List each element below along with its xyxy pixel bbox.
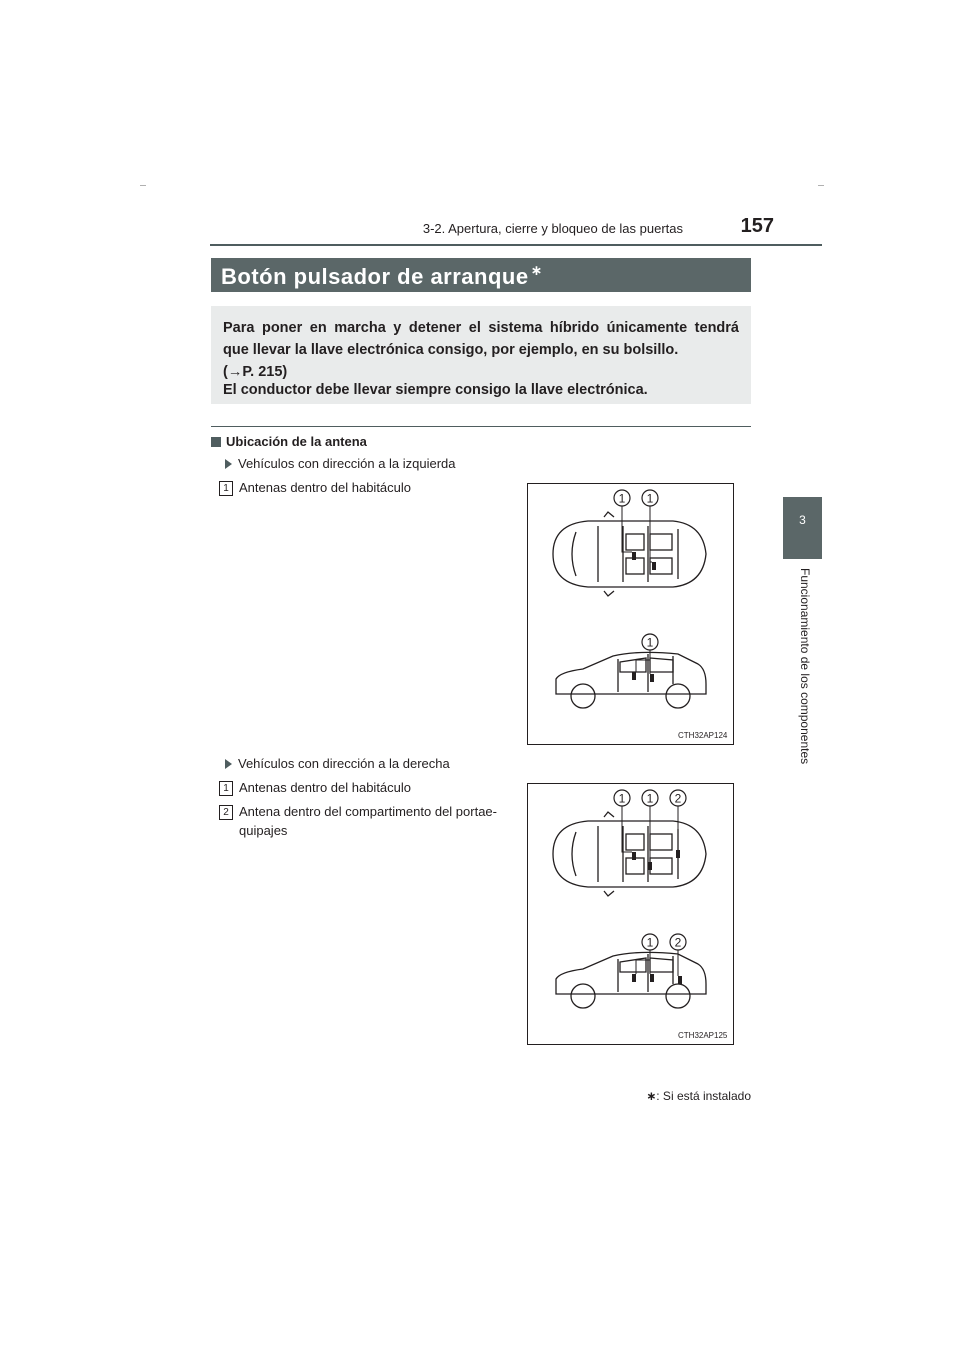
car-top-view (553, 512, 706, 596)
callout-circle (670, 934, 686, 950)
rhd-item-text-continued: quipajes (239, 823, 288, 838)
antenna-marker (632, 974, 636, 982)
footnote (600, 1089, 751, 1103)
callout-number: 1 (618, 491, 626, 506)
lhd-car-diagram (528, 484, 733, 744)
callout-circle (642, 934, 658, 950)
triangle-bullet-icon (225, 759, 232, 769)
callout-number: 1 (219, 781, 233, 796)
chapter-tab (783, 497, 822, 559)
callout-circle (642, 490, 658, 506)
section-title-text: Botón pulsador de arranque (221, 264, 529, 289)
car-side-view (556, 652, 706, 708)
callout-number: 2 (674, 935, 682, 950)
car-side-view (556, 952, 706, 1008)
callout-number: 2 (219, 805, 233, 820)
antenna-marker (650, 974, 654, 982)
header-rule (210, 244, 822, 246)
intro-line-1: Para poner en marcha y detener el sistema híbrido únicamente tendrá (223, 320, 739, 336)
antenna-marker (632, 552, 636, 560)
intro-box (211, 306, 751, 404)
lhd-label-text: Vehículos con dirección a la izquierda (238, 456, 456, 471)
lhd-antenna-figure (527, 483, 734, 745)
callout-circle (642, 634, 658, 650)
section-separator (211, 426, 751, 427)
antenna-heading (211, 434, 367, 449)
rhd-label (225, 756, 450, 771)
figure-code: CTH32AP124 (678, 731, 728, 740)
callout-number: 1 (219, 481, 233, 496)
figure-code: CTH32AP125 (678, 1031, 728, 1040)
callout-circle (642, 790, 658, 806)
antenna-marker (678, 976, 682, 984)
section-title-bar (211, 258, 751, 292)
running-header-section: 3-2. Apertura, cierre y bloqueo de las puertas (422, 221, 683, 236)
antenna-marker (652, 562, 656, 570)
antenna-marker (676, 850, 680, 858)
callout-number: 2 (674, 791, 682, 806)
crop-mark (818, 185, 824, 186)
antenna-marker (650, 674, 654, 682)
antenna-marker (632, 672, 636, 680)
lhd-label (225, 456, 456, 471)
page-number: 157 (740, 215, 774, 237)
car-top-view (553, 812, 706, 896)
callout-number: 1 (646, 791, 654, 806)
callout-circle (614, 790, 630, 806)
callout-number: 1 (646, 635, 654, 650)
rhd-item-text: Antenas dentro del habitáculo (239, 780, 412, 795)
intro-line-2: que llevar la llave electrónica consigo, por ejemplo, en su bolsillo. (223, 342, 679, 358)
callout-circle (670, 790, 686, 806)
rhd-car-diagram (528, 784, 733, 1044)
antenna-marker (648, 862, 652, 870)
callout-number: 1 (618, 791, 626, 806)
footnote-symbol: ∗ (646, 1089, 657, 1103)
callout-circle (614, 490, 630, 506)
antenna-marker (632, 852, 636, 860)
callout-number: 1 (646, 935, 654, 950)
asterisk-mark: ∗ (530, 262, 543, 278)
section-title (221, 262, 543, 290)
crop-mark (140, 185, 146, 186)
rhd-label-text: Vehículos con dirección a la derecha (238, 756, 450, 771)
rhd-item-text: Antena dentro del compartimento del portae- (239, 804, 497, 819)
lhd-item-text: Antenas dentro del habitáculo (239, 480, 412, 495)
intro-line-3: (→P. 215) (223, 364, 288, 380)
footnote-text: : Si está instalado (656, 1089, 751, 1103)
callout-number: 1 (646, 491, 654, 506)
square-bullet-icon (211, 437, 221, 447)
intro-line-4: El conductor debe llevar siempre consigo la llave electrónica. (223, 382, 648, 398)
chapter-title: Funcionamiento de los componentes (798, 568, 812, 765)
triangle-bullet-icon (225, 459, 232, 469)
antenna-heading-text: Ubicación de la antena (226, 434, 367, 449)
chapter-number: 3 (799, 513, 806, 527)
rhd-antenna-figure (527, 783, 734, 1045)
